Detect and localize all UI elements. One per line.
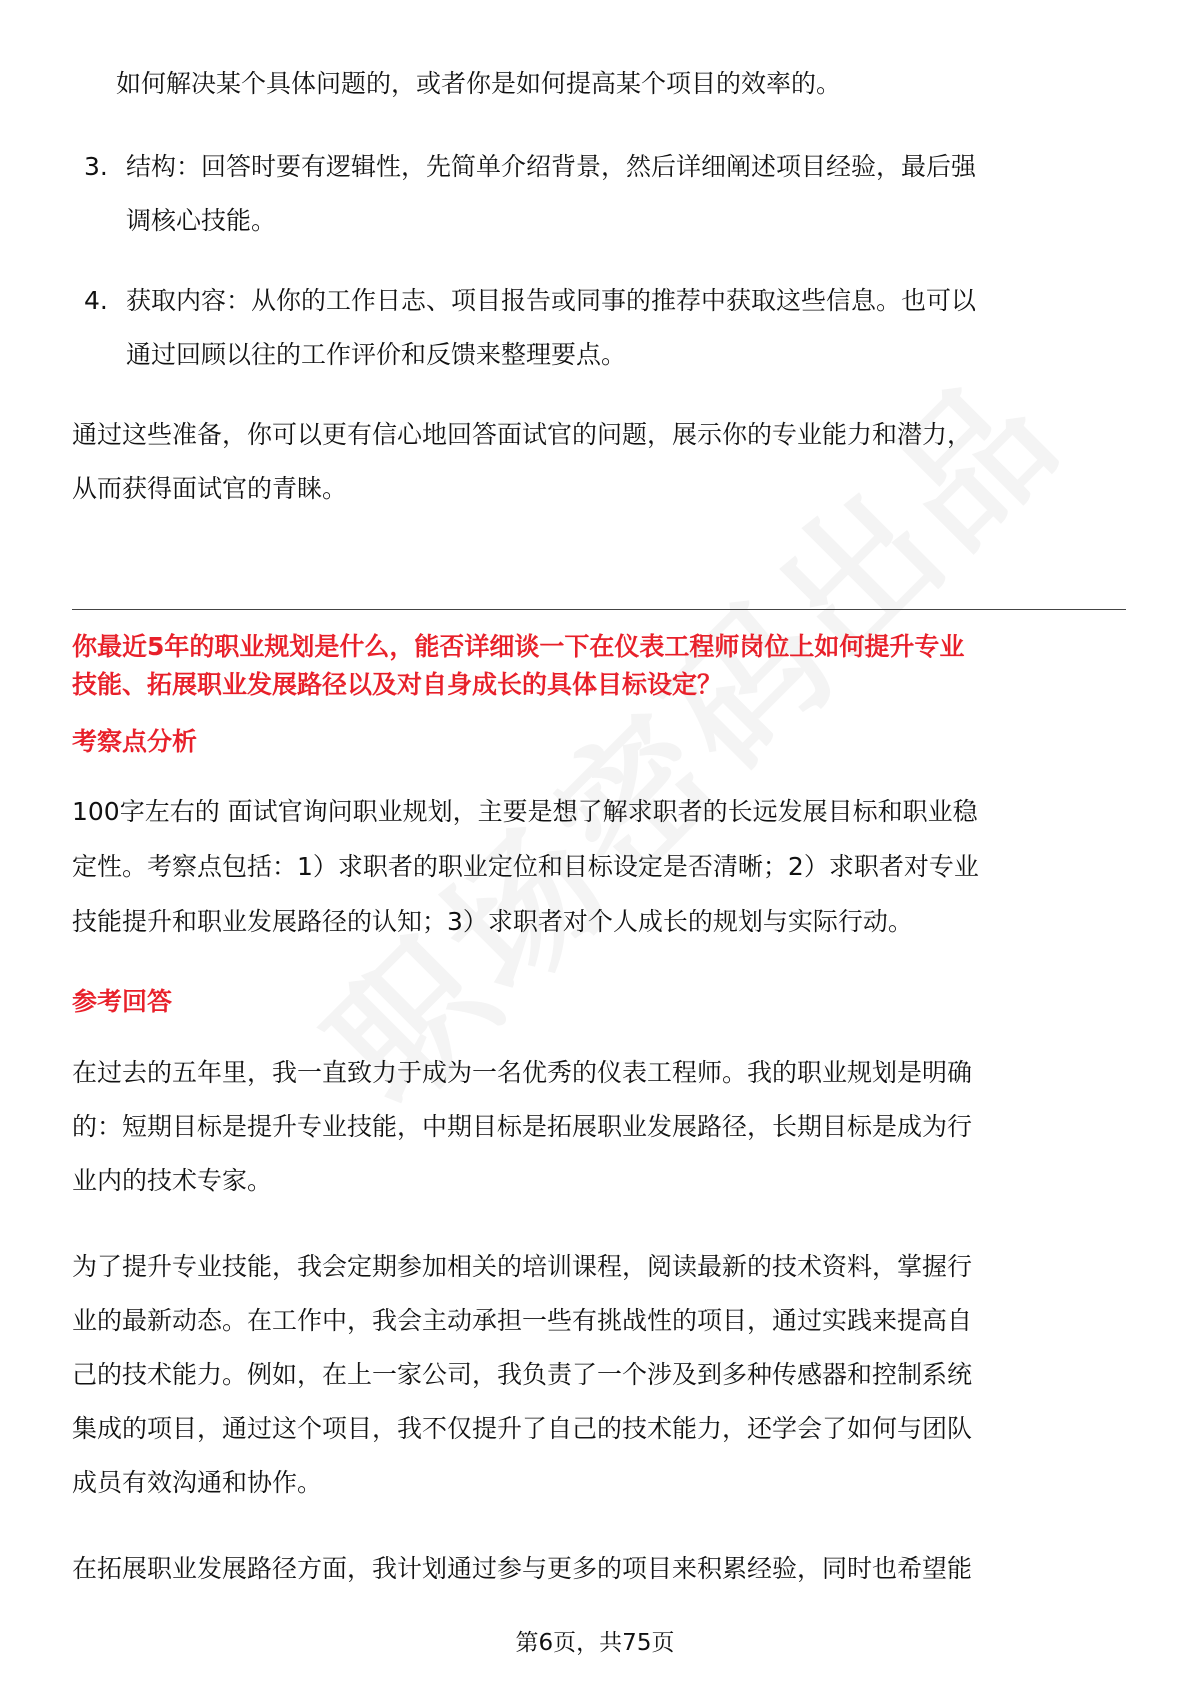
answer-p2-line-3: 己的技术能力。例如，在上一家公司，我负责了一个涉及到多种传感器和控制系统 <box>72 1360 973 1389</box>
answer-p2-line-1: 为了提升专业技能，我会定期参加相关的培训课程，阅读最新的技术资料，掌握行 <box>72 1252 973 1281</box>
list-item-4-line-1: 获取内容：从你的工作日志、项目报告或同事的推荐中获取这些信息。也可以 <box>126 286 977 315</box>
answer-p1-line-2: 的：短期目标是提升专业技能，中期目标是拓展职业发展路径，长期目标是成为行 <box>72 1112 973 1141</box>
list-item-4-line-2: 通过回顾以往的工作评价和反馈来整理要点。 <box>126 340 627 369</box>
answer-p3-line-1: 在拓展职业发展路径方面，我计划通过参与更多的项目来积累经验，同时也希望能 <box>72 1554 973 1583</box>
question-line-2: 技能、拓展职业发展路径以及对自身成长的具体目标设定？ <box>72 670 723 699</box>
question-line-1: 你最近5年的职业规划是什么，能否详细谈一下在仪表工程师岗位上如何提升专业 <box>72 632 965 661</box>
conclusion-line-2: 从而获得面试官的青睐。 <box>72 474 348 503</box>
list-number-3: 3. <box>84 152 108 181</box>
answer-p1-line-3: 业内的技术专家。 <box>72 1166 273 1195</box>
analysis-line-3: 技能提升和职业发展路径的认知；3）求职者对个人成长的规划与实际行动。 <box>72 907 913 936</box>
intro-continuation: 如何解决某个具体问题的，或者你是如何提高某个项目的效率的。 <box>116 69 842 98</box>
analysis-line-2: 定性。考察点包括：1）求职者的职业定位和目标设定是否清晰；2）求职者对专业 <box>72 852 979 881</box>
section-divider <box>72 609 1126 610</box>
answer-p2-line-4: 集成的项目，通过这个项目，我不仅提升了自己的技术能力，还学会了如何与团队 <box>72 1414 973 1443</box>
answer-p1-line-1: 在过去的五年里，我一直致力于成为一名优秀的仪表工程师。我的职业规划是明确 <box>72 1058 973 1087</box>
list-number-4: 4. <box>84 286 108 315</box>
answer-p2-line-2: 业的最新动态。在工作中，我会主动承担一些有挑战性的项目，通过实践来提高自 <box>72 1306 973 1335</box>
answer-heading: 参考回答 <box>72 987 173 1016</box>
page-number: 第6页，共75页 <box>515 1630 675 1656</box>
analysis-line-1: 100字左右的 面试官询问职业规划，主要是想了解求职者的长远发展目标和职业稳 <box>72 797 978 826</box>
list-item-3-line-1: 结构：回答时要有逻辑性，先简单介绍背景，然后详细阐述项目经验，最后强 <box>126 152 977 181</box>
analysis-heading: 考察点分析 <box>72 727 198 756</box>
answer-p2-line-5: 成员有效沟通和协作。 <box>72 1468 323 1497</box>
list-item-3-line-2: 调核心技能。 <box>126 206 277 235</box>
conclusion-line-1: 通过这些准备，你可以更有信心地回答面试官的问题，展示你的专业能力和潜力， <box>72 420 973 449</box>
